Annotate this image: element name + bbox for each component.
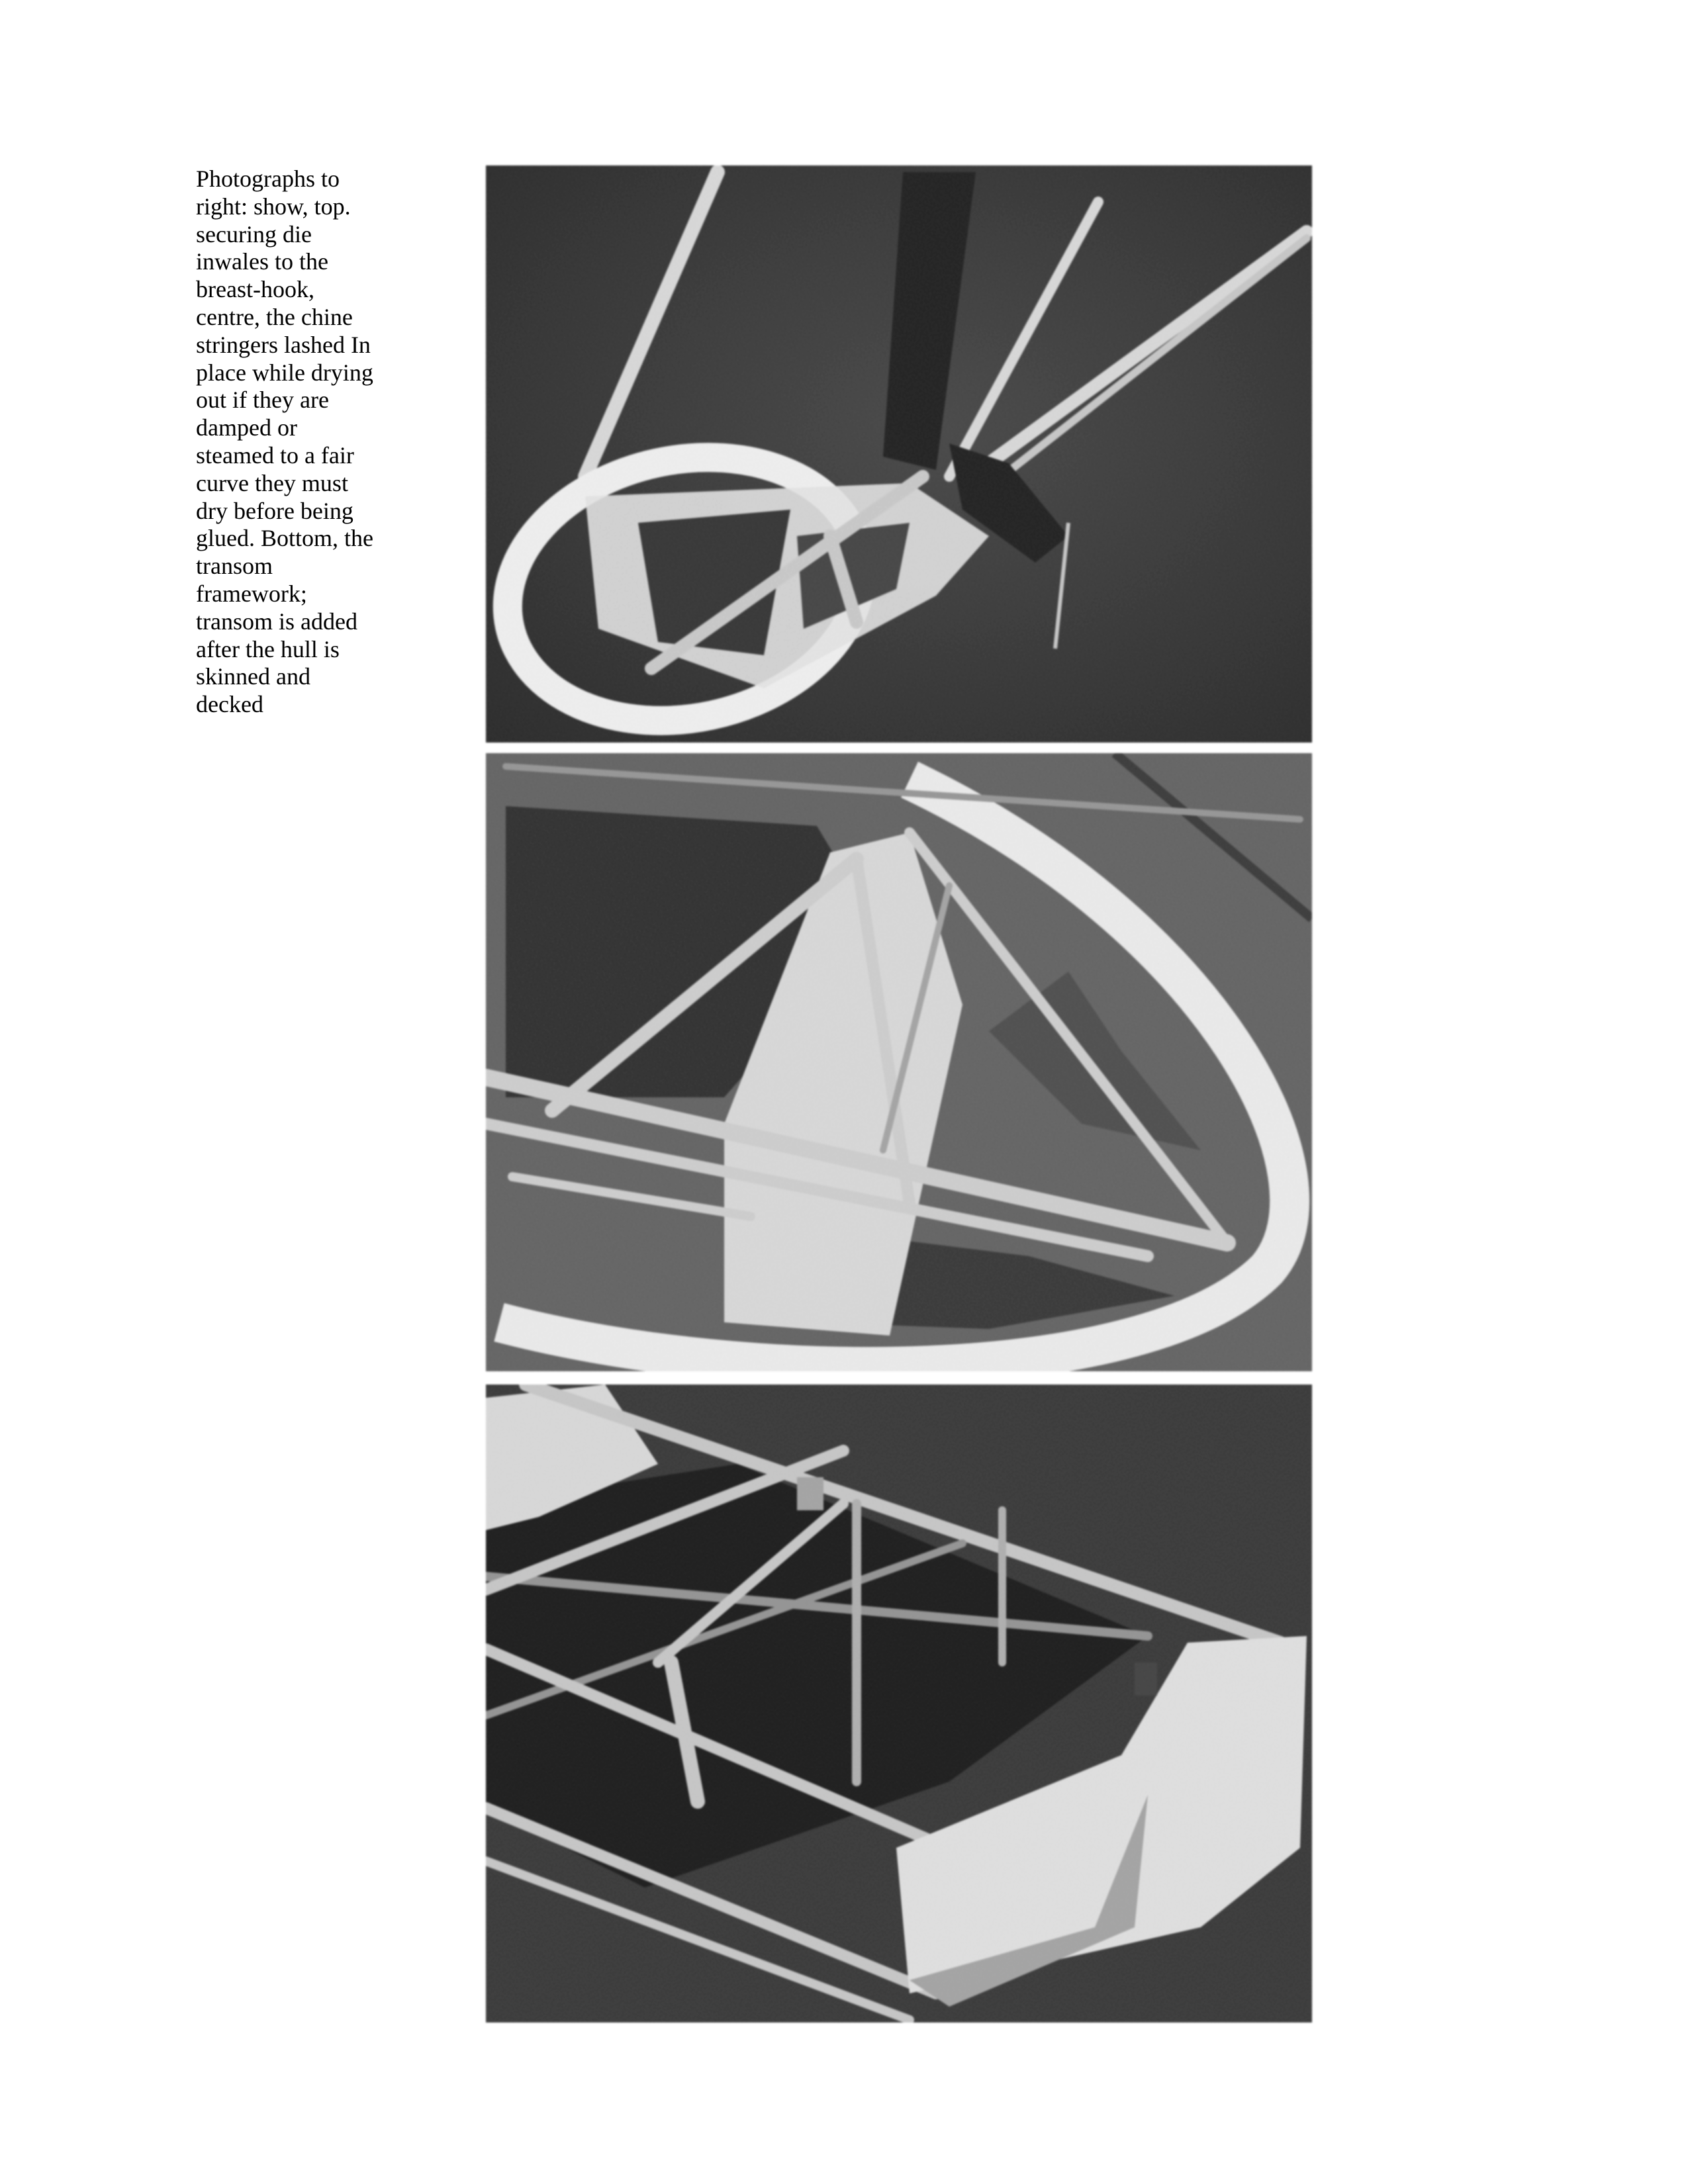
photo-breast-hook xyxy=(486,165,1312,743)
photo-transom-framework xyxy=(486,1385,1312,2023)
photo-chine-stringers xyxy=(486,753,1312,1371)
photo-caption: Photographs to right: show, top. securing die inwales to the breast-hook, centre, the chine stringers lashed In place while drying out if they are damped or steamed to a fair curve they must dry before being glued. Bottom, the transom framework; transom is added after the hull is skinned and decked xyxy=(196,165,373,718)
